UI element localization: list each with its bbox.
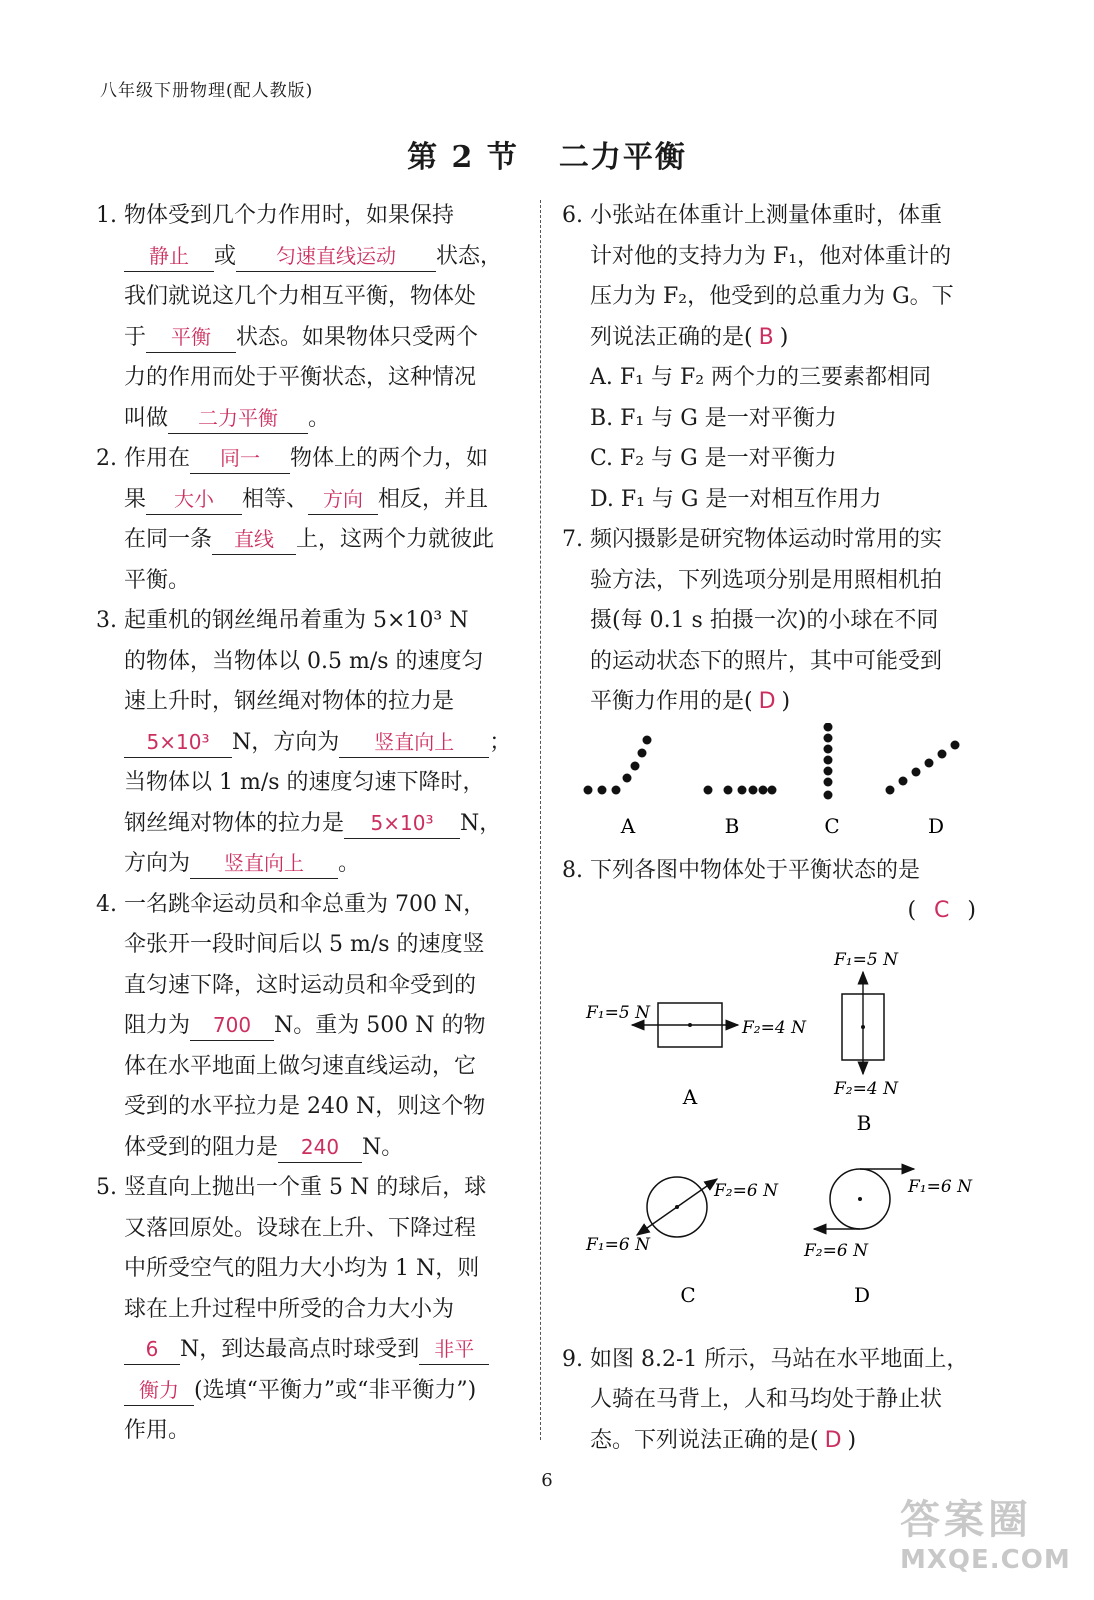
q6-option-a: A. F₁ 与 F₂ 两个力的三要素都相同 bbox=[590, 365, 932, 390]
diagram-c bbox=[585, 1177, 779, 1307]
q8-figure bbox=[562, 932, 982, 1340]
q3-line-1: 3. 起重机的钢丝绳吊着重为 5×10³ N bbox=[96, 608, 469, 633]
diagram-c-f2: F₂=6 N bbox=[714, 1180, 778, 1201]
watermark-line-2: MXQE.COM bbox=[900, 1545, 1071, 1575]
q1-line-4 bbox=[96, 318, 516, 359]
q3-text: N， bbox=[460, 810, 502, 836]
q3-blank-1: 5×10³ bbox=[124, 727, 232, 758]
q5-line-6 bbox=[96, 1371, 516, 1412]
q7-label-c: C bbox=[824, 813, 840, 838]
q1-line-3: 我们就说这几个力相互平衡，物体处 bbox=[124, 284, 477, 309]
q9-answer: D bbox=[824, 1427, 842, 1453]
q7-label-b: B bbox=[724, 813, 740, 838]
q7-answer: D bbox=[758, 689, 776, 714]
q3-line-4 bbox=[96, 723, 516, 764]
diagram-b bbox=[833, 950, 899, 1135]
diagram-d bbox=[803, 1169, 973, 1307]
dots-option-d bbox=[886, 740, 960, 794]
q6-line-2: 计对他的支持力为 F₁，他对体重计的 bbox=[590, 243, 952, 269]
diagram-b-f1: F₁=5 N bbox=[834, 949, 898, 970]
q8-answer-line bbox=[562, 891, 982, 932]
q5-line-4: 球在上升过程中所受的合力大小为 bbox=[124, 1296, 455, 1322]
q8-label-c: C bbox=[680, 1282, 696, 1307]
q1-line-2 bbox=[96, 237, 516, 278]
q7-line-5 bbox=[562, 682, 982, 723]
q6-answer: B bbox=[758, 324, 774, 350]
q8-label-b: B bbox=[856, 1110, 872, 1135]
q4-line-2: 伞张开一段时间后以 5 m/s 的速度竖 bbox=[124, 932, 485, 957]
q4-line-6: 受到的水平拉力是 240 N，则这个物 bbox=[124, 1094, 486, 1119]
diagram-b-f2: F₂=4 N bbox=[834, 1078, 898, 1099]
q4-blank-2: 240 bbox=[278, 1132, 362, 1163]
q9-text: 态。下列说法正确的是( bbox=[590, 1427, 819, 1453]
q5-blank-1: 6 bbox=[124, 1334, 180, 1365]
force-diagrams bbox=[562, 932, 982, 1340]
q7-label-a: A bbox=[620, 813, 636, 838]
q2-blank-4: 直线 bbox=[212, 524, 296, 555]
q4-line-7 bbox=[96, 1128, 516, 1169]
q6-line-3: 压力为 F₂，他受到的总重力为 G。下 bbox=[590, 284, 954, 309]
diagram-d-f1: F₁=6 N bbox=[908, 1176, 972, 1197]
left-column bbox=[96, 196, 516, 1452]
dots-option-c bbox=[824, 723, 833, 800]
q5-line-5 bbox=[96, 1330, 516, 1371]
diagram-a-f1: F₁=5 N bbox=[586, 1002, 650, 1023]
q7-line-1: 7. 频闪摄影是研究物体运动时常用的实 bbox=[562, 527, 942, 552]
q3-blank-4: 竖直向上 bbox=[190, 848, 338, 879]
question-7 bbox=[562, 520, 982, 851]
watermark-line-1: 答案圈 bbox=[900, 1497, 1032, 1543]
q1-line-5: 力的作用而处于平衡状态，这种情况 bbox=[124, 365, 477, 390]
q1-text: 。 bbox=[308, 405, 331, 431]
q6-option-d: D. F₁ 与 G 是一对相互作用力 bbox=[590, 486, 882, 512]
dots-option-a bbox=[584, 735, 652, 794]
q2-text: 在同一条 bbox=[124, 527, 213, 552]
diagram-c-f1: F₁=6 N bbox=[586, 1234, 650, 1255]
q5-text: N，到达最高点时球受到 bbox=[180, 1337, 420, 1362]
q5-blank-2a: 非平 bbox=[419, 1334, 489, 1365]
q2-blank-2: 大小 bbox=[146, 484, 242, 515]
q2-text: 相等、 bbox=[242, 486, 309, 512]
book-header: 八年级下册物理(配人教版) bbox=[100, 81, 314, 101]
q4-line-1: 4. 一名跳伞运动员和伞总重为 700 N， bbox=[96, 891, 486, 917]
q1-line-6 bbox=[96, 399, 516, 440]
q9-line-2: 人骑在马背上，人和马均处于静止状 bbox=[590, 1387, 943, 1412]
q1-blank-3: 平衡 bbox=[146, 322, 236, 353]
q9-line-1: 9. 如图 8.2-1 所示，马站在水平地面上， bbox=[562, 1346, 969, 1372]
q1-blank-4: 二力平衡 bbox=[168, 403, 308, 434]
q5-line-7: 作用。 bbox=[124, 1418, 191, 1443]
q4-text: N。 bbox=[362, 1134, 404, 1160]
question-5 bbox=[96, 1168, 516, 1452]
q5-line-1: 5. 竖直向上抛出一个重 5 N 的球后，球 bbox=[96, 1175, 487, 1200]
q4-blank-1: 700 bbox=[190, 1010, 274, 1041]
strobe-dots-figure bbox=[562, 723, 982, 851]
q2-line-4: 平衡。 bbox=[124, 567, 191, 593]
q7-line-3: 摄(每 0.1 s 拍摄一次)的小球在不同 bbox=[590, 608, 939, 633]
q2-line-1 bbox=[96, 439, 516, 480]
q5-line-2: 又落回原处。设球在上升、下降过程 bbox=[124, 1215, 477, 1241]
section-title bbox=[0, 132, 1094, 176]
q1-text: 或 bbox=[214, 243, 237, 269]
q2-text: 2. 作用在 bbox=[96, 446, 190, 471]
q2-text: 果 bbox=[124, 486, 147, 512]
q1-blank-2: 匀速直线运动 bbox=[236, 241, 436, 272]
q1-text: 叫做 bbox=[124, 405, 169, 431]
q4-line-5: 体在水平地面上做匀速直线运动，它 bbox=[124, 1053, 477, 1079]
q3-line-2: 的物体，当物体以 0.5 m/s 的速度匀 bbox=[124, 648, 484, 674]
question-8 bbox=[562, 851, 982, 1340]
q7-line-4: 的运动状态下的照片，其中可能受到 bbox=[590, 648, 943, 674]
q4-line-4 bbox=[96, 1006, 516, 1047]
q3-blank-2: 竖直向上 bbox=[339, 727, 489, 758]
q4-text: N。重为 500 N 的物 bbox=[274, 1013, 486, 1038]
q2-line-3 bbox=[96, 520, 516, 561]
q8-label-d: D bbox=[853, 1282, 871, 1307]
q6-option-c: C. F₂ 与 G 是一对平衡力 bbox=[590, 446, 837, 471]
diagram-d-f2: F₂=6 N bbox=[804, 1240, 868, 1261]
page-number: 6 bbox=[541, 1470, 553, 1491]
q6-text: 列说法正确的是( bbox=[590, 324, 753, 350]
q3-line-5: 当物体以 1 m/s 的速度匀速下降时， bbox=[124, 770, 485, 795]
q2-text: 相反，并且 bbox=[378, 486, 489, 512]
q8-paren: ( bbox=[907, 898, 917, 923]
q7-text: ) bbox=[781, 689, 791, 714]
q9-text: ) bbox=[847, 1427, 857, 1453]
section-number: 第 2 节 bbox=[407, 140, 519, 175]
question-3 bbox=[96, 601, 516, 885]
q5-line-3: 中所受空气的阻力大小均为 1 N，则 bbox=[124, 1256, 480, 1281]
q8-paren: ) bbox=[967, 898, 976, 923]
q1-text: 状态。如果物体只受两个 bbox=[236, 324, 479, 350]
question-4 bbox=[96, 885, 516, 1169]
question-6 bbox=[562, 196, 982, 520]
q3-text: ； bbox=[489, 729, 512, 755]
q1-line-1: 1. 物体受到几个力作用时，如果保持 bbox=[96, 203, 454, 228]
right-column bbox=[562, 196, 982, 1461]
q1-blank-1: 静止 bbox=[124, 241, 214, 272]
q7-line-2: 验方法，下列选项分别是用照相机拍 bbox=[590, 567, 943, 593]
q8-answer: C bbox=[934, 898, 950, 923]
dots-option-b bbox=[704, 785, 777, 794]
q3-text: 方向为 bbox=[124, 851, 191, 876]
diagram-a-f2: F₂=4 N bbox=[742, 1017, 806, 1038]
q4-line-3: 直匀速下降，这时运动员和伞受到的 bbox=[124, 972, 477, 998]
q2-text: 上，这两个力就彼此 bbox=[296, 527, 495, 552]
q2-text: 物体上的两个力，如 bbox=[289, 446, 488, 471]
q9-line-3 bbox=[562, 1421, 982, 1462]
q2-line-2 bbox=[96, 480, 516, 521]
q3-line-7 bbox=[96, 844, 516, 885]
watermark-logo bbox=[900, 1488, 1080, 1588]
q3-line-3: 速上升时，钢丝绳对物体的拉力是 bbox=[124, 689, 455, 714]
q3-text: 钢丝绳对物体的拉力是 bbox=[124, 810, 345, 836]
q6-option-b: B. F₁ 与 G 是一对平衡力 bbox=[590, 405, 837, 431]
q4-text: 阻力为 bbox=[124, 1013, 191, 1038]
q6-text: ) bbox=[779, 324, 789, 350]
q7-text: 平衡力作用的是( bbox=[590, 689, 753, 714]
q2-blank-3: 方向 bbox=[308, 484, 378, 515]
q7-label-d: D bbox=[927, 813, 945, 838]
q3-text: 。 bbox=[338, 851, 361, 876]
q7-figure bbox=[562, 723, 982, 851]
q1-text: 于 bbox=[124, 324, 147, 350]
q8-label-a: A bbox=[682, 1084, 698, 1109]
q5-text: (选填“平衡力”或“非平衡力”) bbox=[194, 1377, 477, 1403]
section-name: 二力平衡 bbox=[558, 140, 687, 175]
q8-line-1: 8. 下列各图中物体处于平衡状态的是 bbox=[562, 857, 920, 883]
q3-blank-3: 5×10³ bbox=[344, 808, 460, 839]
diagram-a bbox=[585, 1003, 807, 1109]
q2-blank-1: 同一 bbox=[190, 443, 290, 474]
q6-line-1: 6. 小张站在体重计上测量体重时，体重 bbox=[562, 203, 942, 228]
question-1 bbox=[96, 196, 516, 439]
q1-text: 状态， bbox=[436, 243, 503, 269]
q3-text: N，方向为 bbox=[232, 729, 340, 755]
q6-line-4 bbox=[562, 318, 982, 359]
column-divider bbox=[540, 200, 541, 1440]
q5-blank-2b: 衡力 bbox=[124, 1375, 194, 1406]
q3-line-6 bbox=[96, 804, 516, 845]
question-2 bbox=[96, 439, 516, 601]
q4-text: 体受到的阻力是 bbox=[124, 1134, 279, 1160]
question-9 bbox=[562, 1340, 982, 1462]
